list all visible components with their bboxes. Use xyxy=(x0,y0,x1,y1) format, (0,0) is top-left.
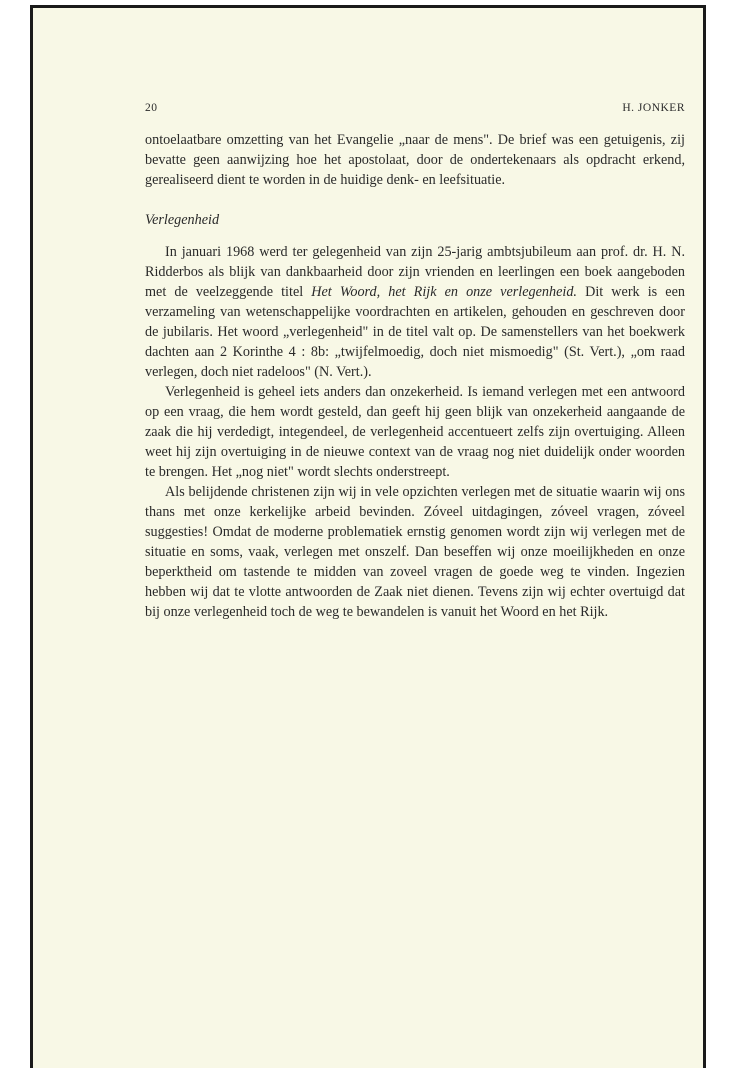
book-page xyxy=(30,5,706,1068)
paragraph-text: Dit werk is een verzameling van wetenschappelijke voordrachten en artikelen, gehouden en geschreven door de jubilaris. Het woord „verlegenheid" in de titel valt op. De samenstellers van het boekwerk dachten aan 2 Korinthe 4 : 8b: „twijfelmoedig, doch niet mismoedig" (St. Vert.), „om raad verlegen, doch niet radeloos" (N. Vert.). xyxy=(145,284,685,380)
paragraph-continuation: ontoelaatbare omzetting van het Evangelie „naar de mens". De brief was een getuigenis, zij bevatte geen aanwijzing hoe het apostolaat, door de ondertekenaars als opdracht erkend, gerealiseerd dient te worden in de huidige denk- en leefsituatie. xyxy=(145,132,685,188)
paragraph-ridderbos xyxy=(145,242,685,382)
paragraph-christenen: Als belijdende christenen zijn wij in vele opzichten verlegen met de situatie waarin wij ons thans met onze kerkelijke arbeid bevinden. Zóveel uitdagingen, zóveel vragen, zóveel suggesties! Omdat de moderne problematiek ernstig genomen wordt zijn wij verlegen met de situatie en soms, vaak, verlegen met onszelf. Dan beseffen wij onze moeilijkheden en onze beperktheid om tastende te midden van zoveel vragen de goede weg te vinden. Ingezien hebben wij dat te vlotte antwoorden de Zaak niet dienen. Tevens zijn wij echter overtuigd dat bij onze verlegenheid toch de weg te bewandelen is vanuit het Woord en het Rijk. xyxy=(145,484,685,620)
book-title: Het Woord, het Rijk en onze verlegenheid. xyxy=(311,284,577,300)
paragraph-text: In januari 1968 werd ter gelegenheid van zijn 25-jarig ambtsjubileum aan prof. dr. H. N. Ridderbos als blijk van dankbaarheid door zijn vrienden en leerlingen een boek aangeboden met de veelzeggende titel xyxy=(145,244,685,300)
page-number: 20 xyxy=(145,102,158,114)
page-content xyxy=(145,100,685,622)
running-title: H. JONKER xyxy=(622,102,685,114)
section-heading: Verlegenheid xyxy=(145,212,220,228)
paragraph-verlegenheid: Verlegenheid is geheel iets anders dan onzekerheid. Is iemand verlegen met een antwoord op een vraag, die hem wordt gesteld, dan geeft hij geen blijk van onzekerheid aangaande de zaak die hij verdedigt, integendeel, de verlegenheid accentueert zelfs zijn overtuiging. Alleen weet hij zijn overtuiging in de nieuwe context van de vraag nog niet duidelijk onder woorden te brengen. Het „nog niet" wordt slechts onderstreept. xyxy=(145,384,685,480)
running-header xyxy=(145,100,685,116)
